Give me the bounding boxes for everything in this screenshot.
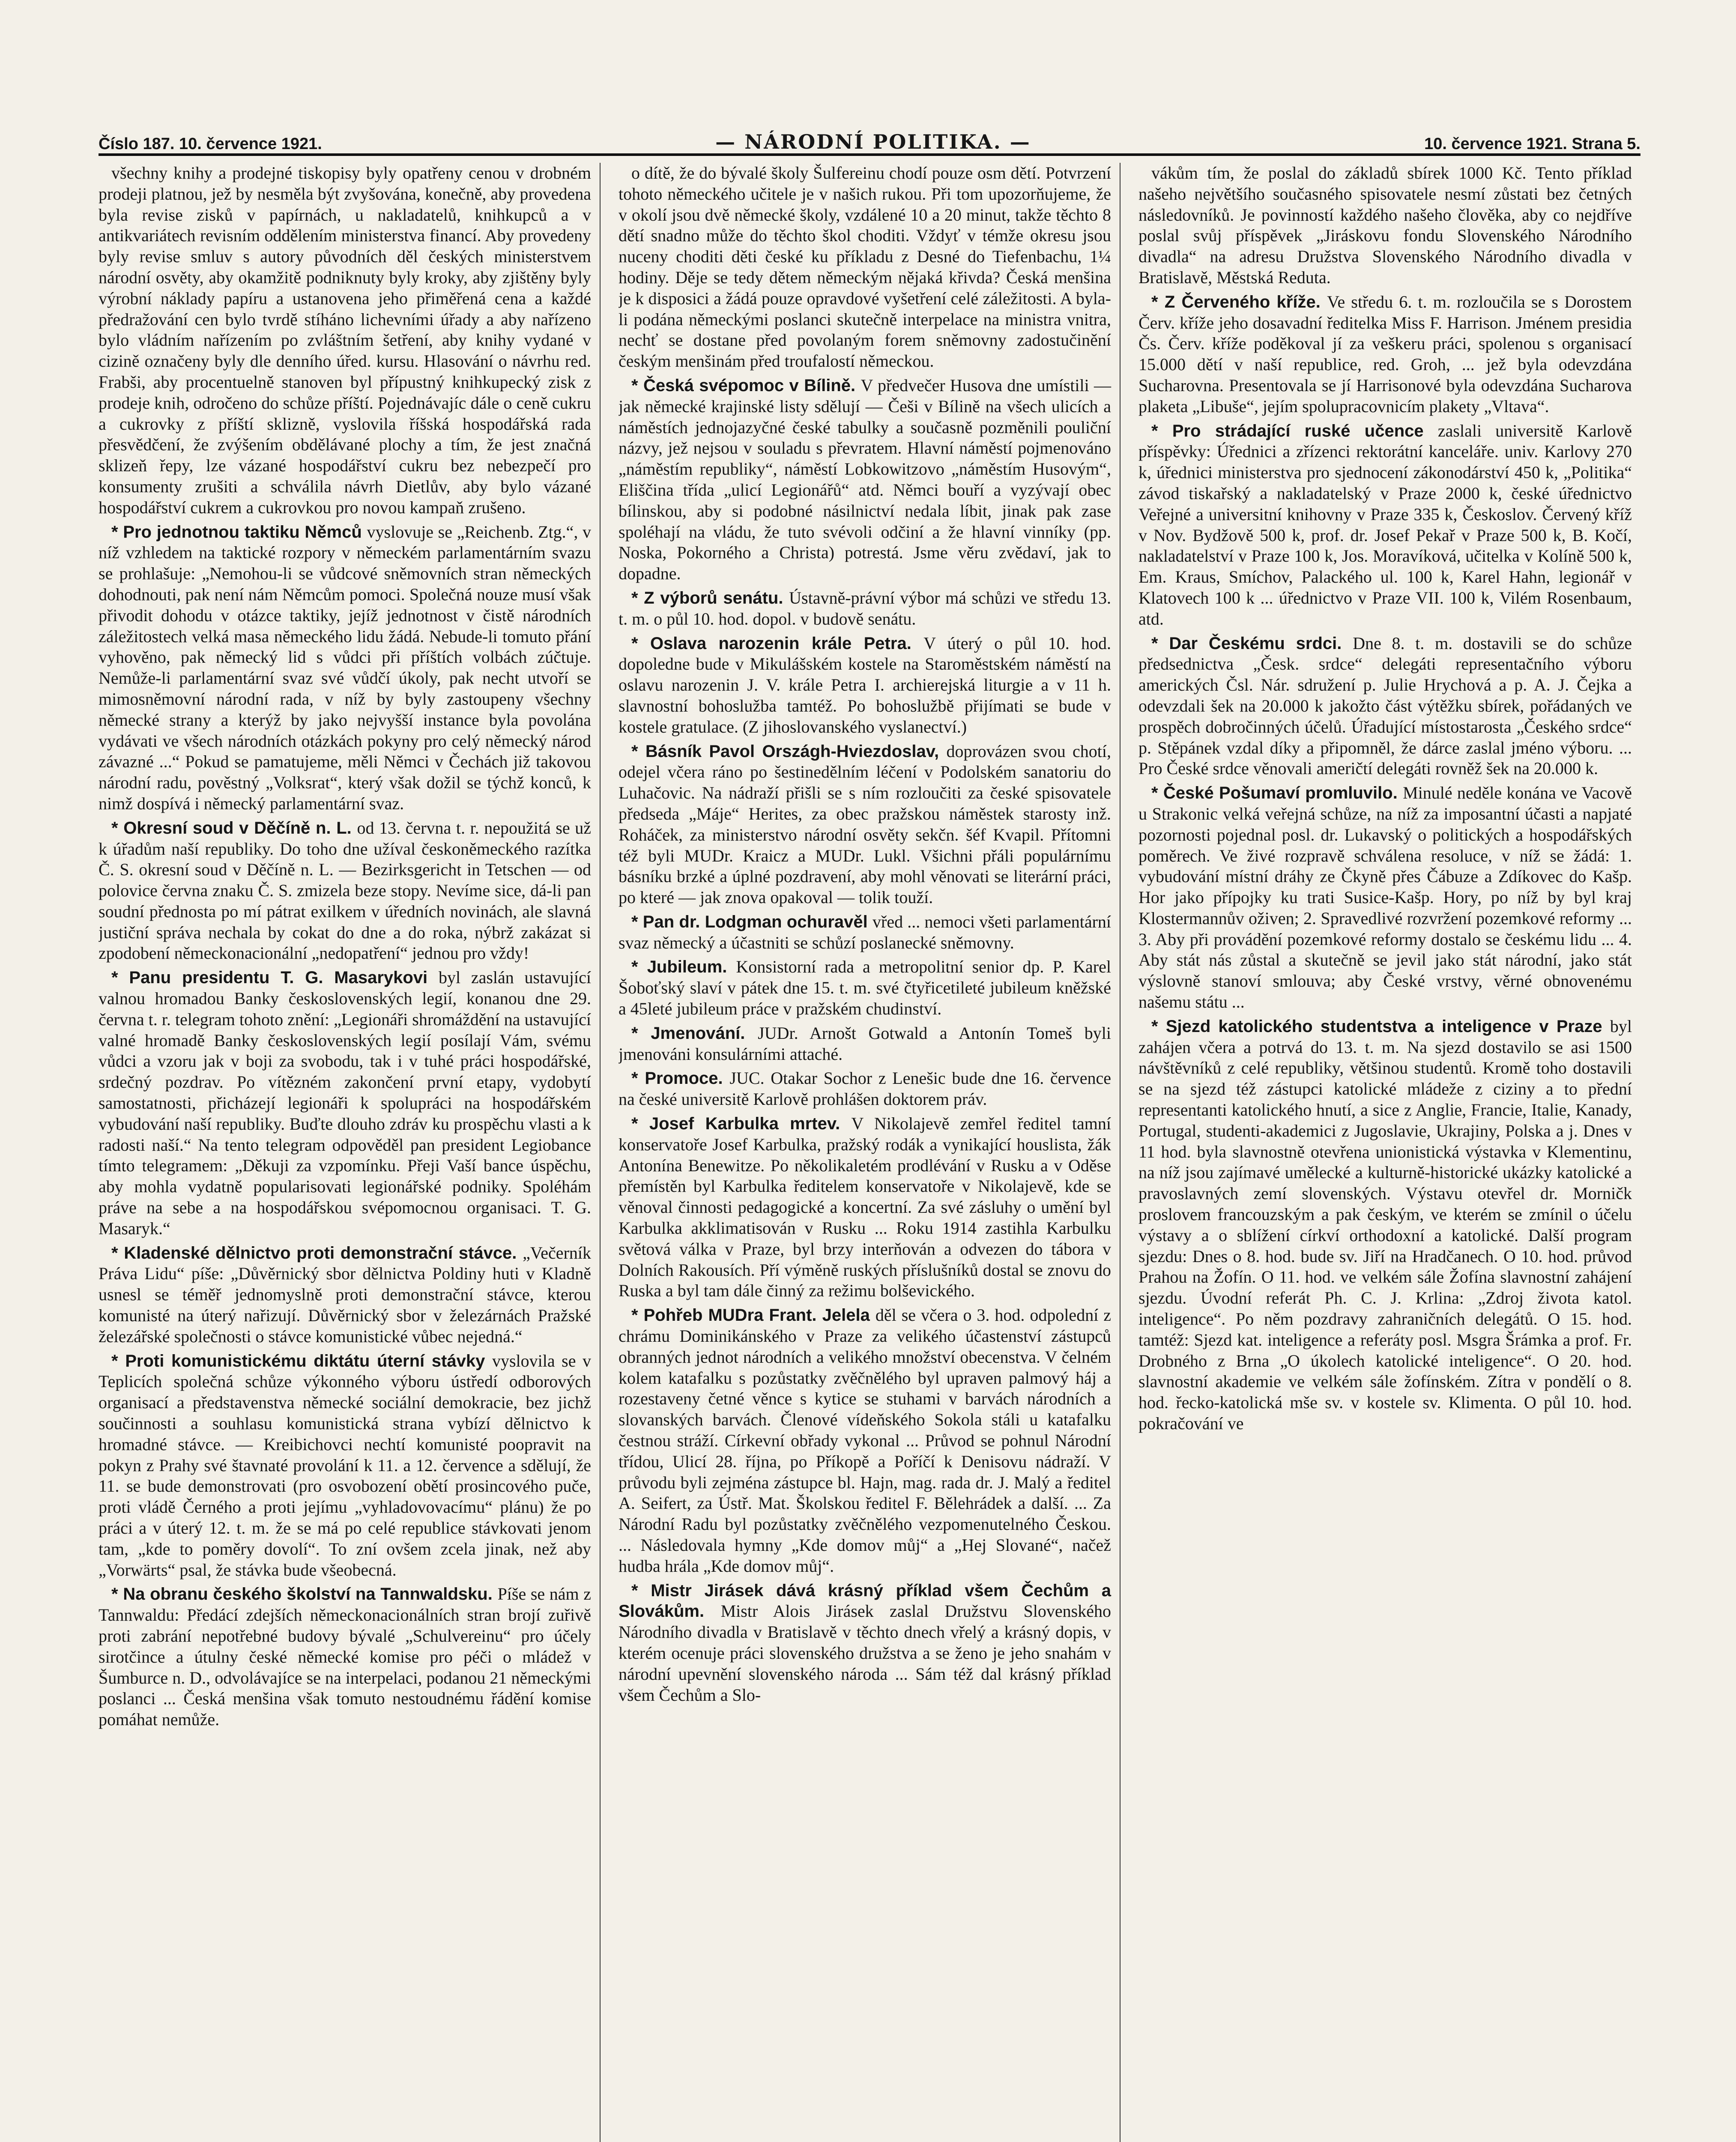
article-body: doprovázen svou chotí, odejel včera ráno po šestinedělním léčení v Podolském sanatoriu do Luhačovic. Na nádraží přišli se s ním rozloučiti za české spisovatele předseda „Máje“ Herites, za obec pražskou náměstek starosty inž. Roháček, za ministerstvo národní osvěty sekčn. šéf Kvapil. Přítomni též byli MUDr. Kraicz a MUDr. Lukl. Všichni přáli populárnímu básníku brzké a úplné pozdravení, aby mohl věnovati se literární práci, po které — jak znova opakoval — tolik touží.: [619, 741, 1111, 907]
article-heading: * Mistr Jirásek dává krásný příklad všem Čechům a Slovákům.: [619, 1581, 1111, 1621]
article-paragraph: [99, 1243, 591, 1347]
article-body: od 13. června t. r. nepoužitá se už k úřadům naší republiky. Do toho dne užíval českoněmeckého razítka Č. S. okresní soud v Děčíně n. L. — Bezirksgericht in Tetschen — od polovice června znaku Č. S. zmizela beze stopy. Nevíme sice, dá-li pan soudní přednosta po mí pátrat exilkem v úředních novinách, ale slavná justiční správa nechala by cokat do dne a do roka, nýbrž zakázat si zpodobení německonacionální „nedopatření“ jednou pro vždy!: [99, 818, 591, 963]
article-body: Ústavně-právní výbor má schůzi ve středu 13. t. m. o půl 10. hod. dopol. v budově senátu.: [619, 588, 1111, 628]
article-heading: * Sjezd katolického studentstva a inteligence v Praze: [1151, 1017, 1610, 1036]
article-paragraph: [619, 1113, 1111, 1301]
article-paragraph: [619, 163, 1111, 372]
article-body: děl se včera o 3. hod. odpolední z chrámu Dominikánského v Praze za velikého účastenství zástupců obranných jednot národních a velikého množství obecenstva. V čelném kolem katafalku s pozůstatky zvěčnělého byl upraven palmový háj a rozestaveny četné věnce s kytice se stuhami v barvách národních a slovanských barvách. Členové vídeňského Sokola stáli u katafalku čestnou stráží. Církevní obřady vykonal ... Průvod se pohnul Národní třídou, Ulicí 28. října, po Příkopě a Poříčí k Denisovu nádraží. V průvodu byli zejména zástupce bl. Hajn, mag. rada dr. J. Malý a ředitel A. Seifert, za Ústř. Mat. Školskou ředitel F. Bělehrádek a další. ... Za Národní Radu byl pozůstatky zvěčnělého vezpomenutelného Českou. ... Následovala hymny „Kde domov můj“ a „Hej Slované“, načež hudba hrála „Kde domov můj“.: [619, 1305, 1112, 1576]
article-paragraph: [619, 1023, 1111, 1065]
article-paragraph: [99, 1351, 591, 1581]
article-body: vřed ... nemoci všeti parlamentární svaz německý a účastniti se schůzí poslanecké sněmovny.: [619, 912, 1112, 952]
article-heading: * Josef Karbulka mrtev.: [631, 1114, 852, 1134]
article-heading: * Dar Českému srdci.: [1151, 634, 1353, 653]
article-heading: * Kladenské dělnictvo proti demonstrační stávce.: [111, 1243, 523, 1262]
article-body: V úterý o půl 10. hod. dopoledne bude v Mikulášském kostele na Staroměstském náměstí na oslavu narozenin J. V. krále Petra I. archierejská liturgie a v 11 h. slavnostní bohoslužba tamtéž. Po bohoslužbě přijímati se bude v kostele gratulace. (Z jihoslovanského vyslanectví.): [619, 633, 1111, 736]
article-paragraph: [1138, 1016, 1632, 1434]
article-body: o dítě, že do bývalé školy Šulfereinu chodí pouze osm dětí. Potvrzení tohoto německého učitele je v našich rukou. Při tom upozorňujeme, že v okolí jsou dvě německé školy, vzdálené 10 a 20 minut, takže těchto 8 dětí snadno může do těchto škol choditi. Vždyť v témže okresu jsou nuceny choditi děti české ku příkladu z Desné do Tiefenbachu, 1¼ hodiny. Děje se tedy dětem německým nějaká křivda? Česká menšina je k disposici a žádá pouze opravdové vyšetření celé záležitosti. A byla-li podána německými poslanci skutečně interpelace na ministra vnitra, nechť se dostane před povolaným forem sněmovny zadostučinění českým menšinám před troufalostí německou.: [619, 163, 1111, 371]
article-heading: * Promoce.: [631, 1069, 730, 1088]
article-body: vyslovuje se „Reichenb. Ztg.“, v níž vzhledem na taktické rozpory v německém parlamentárním svazu se prohlašuje: „Nemohou-li se vůdcové sněmovních stran německých dohodnouti, pak není nám Němcům pomoci. Společná nouze musí však přivodit dohodu v otázce taktiky, jejíž jednotnost v čistě národních záležitostech velká masa německého lidu žádá. Nebude-li tomuto přání vyhověno, pak německý lid s vůdci při příštích volbách zúčtuje. Nemůže-li parlamentární svaz své vůdčí úkoly, pak necht utvoří se mimosněmovní národní rada, v níž by byly zastoupeny všechny německé strany a kterýž by jako nejvyšší instance byla povolána vydávati ve všech národních otázkách pokyny pro celý německý národ závazné ...“ Pokud se pamatujeme, měli Němci v Čechách již takovou národní radu, pověstný „Volksrat“, který však dožil se týchž konců, k nimž dospívá i německý parlamentární svaz.: [99, 522, 591, 813]
issue-info: Číslo 187. 10. července 1921.: [99, 135, 322, 153]
article-heading: * Oslava narozenin krále Petra.: [631, 634, 924, 653]
article-paragraph: [619, 912, 1111, 954]
article-body: „Večerník Práva Lidu“ píše: „Důvěrnický sbor dělnictva Poldiny huti v Kladně usnesl se téměř jednomyslně proti demonstrační stávce, kterou komunisté na úterý nařizují. Důvěrnický sbor v železárnách Pražské železářské společnosti o stávce komunistické vůbec nejedná.“: [99, 1243, 591, 1346]
article-columns: [99, 163, 1640, 2142]
article-paragraph: [1138, 292, 1632, 417]
article-body: byl zaslán ustavující valnou hromadou Banky československých legií, konanou dne 29. června t. r. telegram tohoto znění: „Legionáři shromáždění na ustavující valné hromadě Banky československých legií posílají Vám, svému vůdci a vzoru jak v boji za svobodu, tak i v tuhé práci hospodářské, srdečný pozdrav. Po vítězném zakončení první etapy, vydobytí samostatnosti, přicházejí legionáři k spolupráci na hospodářském vybudování naší republiky. Buďte dlouho zdráv ku prospěchu vlasti a k radosti naší.“ Na tento telegram odpověděl pan president Legiobance tímto telegramem: „Děkuji za vzpomínku. Přeji Vaší bance úspěchu, aby mohla vydatně popularisovati legionářské podniky. Spoléhám práve na sebe a na hospodářskou svépomocnou organisaci. T. G. Masaryk.“: [99, 968, 591, 1238]
article-body: byl zahájen včera a potrvá do 13. t. m. Na sjezd dostavilo se asi 1500 návštěvníků z celé republiky, většinou studentů. Kromě toho dostavili se na sjezd též zástupci katolické mládeže z ciziny a to přední representanti katolického hnutí, a sice z Anglie, Francie, Italie, Kanady, Portugal, studenti-akademici z Jugoslavie, Ukrajiny, Polska a j. Dnes v 11 hod. byla slavnostně otevřena unionistická výstavka v Klementinu, na níž jsou zajímavé umělecké a kulturně-historické ukázky katolické a pravoslavných zemí slovenských. Výstavu otevřel dr. Morničk proslovem francouzským a pak českým, ve kterém se zmínil o účelu výstavy a o sblížení církví orthodoxní a katolické. Další program sjezdu: Dnes o 8. hod. bude sv. Jiří na Hradčanech. O 10. hod. průvod Prahou na Žofín. O 11. hod. ve velkém sále Žofína slavnostní zahájení sjezdu. Úvodní referát Ph. C. J. Krlina: „Zdroj života katol. inteligence“. Po něm pozdravy zahraničních delegátů. O 15. hod. tamtéž: Sjezd kat. inteligence a referáty posl. Msgra Šrámka a prof. Fr. Drobného z Brna „O úkolech katolické inteligence“. O 20. hod. slavnostní akademie ve velkém sále žofínském. Zítra v pondělí o 8. hod. řecko-katolická mše sv. v kostele sv. Klimenta. O půl 10. hod. pokračování ve: [1138, 1016, 1632, 1433]
article-paragraph: [619, 1068, 1111, 1110]
article-body: Mistr Alois Jirásek zaslal Družstvu Slovenského Národního divadla v Bratislavě v těchto dnech vřelý a krásný dopis, v kterém ocenuje práci slovenského družstva a se ženo je jeho snahám v národní upevnění slovenského národa ... Sám též dal krásný příklad všem Čechům a Slo-: [619, 1601, 1111, 1705]
article-heading: * Pohřeb MUDra Frant. Jelela: [631, 1306, 875, 1325]
article-body: vákům tím, že poslal do základů sbírek 1000 Kč. Tento příklad našeho největšího současného spisovatele nesmí zůstati bez četných následovníků. Je povinností každého našeho člověka, aby co nejdříve poslal svůj příspěvek „Jiráskovu fondu Slovenského Národního divadla“ na adresu Družstva Slovenského Národního divadla v Bratislavě, Městská Reduta.: [1138, 163, 1632, 287]
masthead: — NÁRODNÍ POLITIKA. —: [715, 130, 1031, 153]
column-1: [99, 163, 601, 2142]
article-paragraph: [1138, 783, 1632, 1013]
page-info: 10. července 1921. Strana 5.: [1424, 135, 1640, 153]
article-paragraph: [99, 967, 591, 1239]
article-heading: * Okresní soud v Děčíně n. L.: [111, 818, 357, 838]
article-heading: * Pan dr. Lodgman ochuravěl: [631, 912, 873, 931]
column-2: [619, 163, 1120, 2142]
article-body: V Nikolajevě zemřel ředitel tamní konservatoře Josef Karbulka, pražský rodák a vynikající houslista, žák Antonína Benewitze. Po několikaletém prodlévání v Rusku a v Oděse přemístěn byl Karbulka ředitelem konservatoře v Nikolajevě, kde se věnoval činnosti pedagogické a koncertní. Za své zásluhy o umění byl Karbulka akklimatisován v Rusku ... Roku 1914 zastihla Karbulku světová válka v Praze, byl brzy interňován a odvezen do tábora v Dolních Rakousích. Pří výměně ruských příslušníků dostal se znovu do Ruska a byl tam dále činný za režimu bolševického.: [619, 1114, 1111, 1301]
article-heading: * Panu presidentu T. G. Masarykovi: [111, 968, 439, 987]
article-body: Dne 8. t. m. dostavili se do schůze předsednictva „Česk. srdce“ delegáti representačního výboru amerických Čsl. Nár. sdružení p. Julie Hrychová a p. A. J. Čejka a odevzdali šek na 20.000 k jakožto část výtěžku sbírek, pořádaných ve prospěch dobročinných účelů. Úřadující místostarosta „Českého srdce“ p. Stěpánek vzdal díky a připomněl, že dárce zaslal jméno výboru. ... Pro České srdce věnovali američtí delegáti rovněž šek na 20.000 k.: [1138, 633, 1632, 778]
article-body: všechny knihy a prodejné tiskopisy byly opatřeny cenou v drobném prodeji platnou, jež by nesměla být zvyšována, konečně, aby provedena byla revise zisků v papírnách, u nakladatelů, knihkupců a v antikvariátech revisním oddělením ministerstva financí. Aby provedeny byly revise smluv s autory původních děl českých ministerstvem národní osvěty, aby okamžitě podniknuty byly kroky, aby zjištěny byly výrobní náklady papíru a ustanovena jeho přiměřená cena a každé předražování cen bylo tvrdě stíháno lichevními úřady a aby nařízeno bylo vládním nařízením po zvláštním šetření, aby knihy vydané v cizině označeny byly dle denního úřed. kursu. Hlasování o návrhu red. Frabši, aby procentuelně stanoven byl přípustný knihkupecký zisk z prodeje knih, odročeno do schůze příští. Pojednávajíc dále o ceně cukru a cukrovky z příští sklizně, vyslovila říšská hospodářská rada přesvědčení, že zvýšením obdělávané plochy a tím, že jest značná sklizeň řepy, lze vázané hospodářství cukru bez nebezpečí pro konsumenty zrušiti a schválila návrh Dietlův, aby bylo vázané hospodářství cukrem a cukrovkou pro novou kampaň zrušeno.: [99, 163, 591, 517]
article-body: Píše se nám z Tannwaldu: Předácí zdejších německonacionálních stran brojí zuřivě proti zabrání nepotřebné budovy bývalé „Schulvereinu“ pro účely sirotčince a útulny české německé komise pro péči o mládež v Šumburce n. D., odvolávajíce se na interpelaci, podanou 21 německými poslanci ... Česká menšina však tomuto nestoudnému řádění komise pomáhat nemůže.: [99, 1584, 592, 1729]
article-heading: * Z Červeného kříže.: [1151, 292, 1327, 311]
article-paragraph: [1138, 163, 1632, 288]
article-paragraph: [619, 741, 1111, 908]
article-paragraph: [619, 957, 1111, 1019]
article-paragraph: [99, 818, 591, 964]
article-body: V předvečer Husova dne umístili — jak německé krajinské listy sdělují — Češi v Bílině na všech ulicích a náměstích jednojazyčné české tabulky a současně pozměnili pouliční názvy, jež nejsou v souladu s převratem. Hlavní náměstí pojmenováno „náměstím republiky“, náměstí Lobkowitzovo „náměstím Husovým“, Eliščina třída „ulicí Legionářů“ atd. Němci bouří a vyzývají obec bílinskou, aby si podobné násilnictví nedala líbit, jinak pak zase spoléhají na vládu, že tuto svévoli odčiní a že hlavní vinníky (pp. Noska, Pokorného a Christa) potrestá. Jsme věru zvědaví, jak to dopadne.: [619, 375, 1111, 583]
article-heading: * Česká svépomoc v Bílině.: [631, 376, 861, 395]
article-heading: * Na obranu českého školství na Tannwaldsku.: [111, 1585, 498, 1604]
article-body: zaslali universitě Karlově příspěvky: Úřednici a zřízenci rektorátní kanceláře. univ. Karlovy 270 k, úřednici ministerstva pro sjednocení zákonodárství 450 k, „Politika“ závod tiskařský a nakladatelský v Praze 2000 k, české úřednictvo Veřejné a universitní knihovny v Praze 335 k, Českoslov. Červený kříž v Nov. Bydžově 500 k, prof. dr. Josef Pekař v Praze 500 k, B. Kočí, nakladatelství v Praze 100 k, Jos. Moravíková, učitelka v Kolíně 500 k, Em. Kraus, Smíchov, Palackého ul. 100 k, Karel Hahn, legionář v Klatovech 100 k ... úřednictvo v Praze VII. 100 k, Vilém Rosenbaum, atd.: [1138, 421, 1632, 628]
article-heading: * Pro strádající ruské učence: [1151, 421, 1438, 440]
article-heading: * Pro jednotnou taktiku Němců: [111, 522, 367, 541]
article-paragraph: [619, 1580, 1111, 1706]
article-paragraph: [99, 163, 591, 518]
article-paragraph: [619, 588, 1111, 630]
article-heading: * Jubileum.: [631, 957, 736, 977]
article-heading: * Proti komunistickému diktátu úterní stávky: [111, 1351, 492, 1370]
article-body: JUC. Otakar Sochor z Lenešic bude dne 16. července na české universitě Karlově prohlášen doktorem práv.: [619, 1068, 1112, 1109]
article-paragraph: [99, 1584, 591, 1730]
article-heading: * České Pošumaví promluvilo.: [1151, 784, 1403, 803]
article-paragraph: [619, 375, 1111, 584]
article-paragraph: [619, 1305, 1111, 1577]
article-paragraph: [1138, 633, 1632, 780]
column-3: [1138, 163, 1640, 2142]
article-heading: * Básník Pavol Országh-Hviezdoslav,: [631, 742, 947, 761]
article-paragraph: [99, 522, 591, 814]
article-body: Ve středu 6. t. m. rozloučila se s Dorostem Červ. kříže jeho dosavadní ředitelka Miss F. Harrison. Jménem presidia Čs. Červ. kříže poděkoval jí za veškeru práci, spolenou s organisací 15.000 dětí v naší republice, red. Groh, ... jež byla odevzdána Sucharovna. Presentovala se jí Harrisonové byla odevzdána Sucharova plaketa „Libuše“, jejím spolupracovnicím plakety „Vltava“.: [1138, 292, 1632, 416]
article-body: Konsistorní rada a metropolitní senior dp. P. Karel Šoboťský slaví v pátek dne 15. t. m. své čtyřicetileté jubileum kněžské a 45leté jubileum práce v pražském chudinství.: [619, 957, 1111, 1019]
page-header: [99, 123, 1640, 156]
article-body: JUDr. Arnošt Gotwald a Antonín Tomeš byli jmenováni konsulárními attaché.: [619, 1023, 1111, 1064]
article-body: Minulé neděle konána ve Vacově u Strakonic velká veřejná schůze, na níž za imposantní účasti a napjaté pozornosti pojednal posl. dr. Lukavský o politických a hospodářských poměrech. Ve živé rozpravě schválena resoluce, v níž se žádá: 1. vybudování místní dráhy ze Čkyně přes Čábuze a Zdíkovec do Kašp. Hor jako přípojky ku trati Susice-Kašp. Hory, po níž by byl kraj Klostermannův oživen; 2. Spravedlivé rozvržení pozemkové reformy ... 3. Aby při provádění pozemkové reformy dostalo se českému lidu ... 4. Aby stát nás zůstal a skutečně se jevil jako stát národní, jako stát výslovně stanoví smlouva; aby České vrstvy, věrné obnovenému našemu státu ...: [1138, 783, 1632, 1012]
article-paragraph: [1138, 421, 1632, 630]
article-body: vyslovila se v Teplicích společná schůze výkonného výboru ústředí odborových organisací a představenstva německé sociální demokracie, bez jichž součinnosti a souhlasu komunistická strana vybízí dělnictvo k hromadné stávce. — Kreibichovci nechtí komunisté poopravit na pokyn z Prahy své štavnaté provolání k 11. a 12. července a sdělují, že 11. se bude demonstrovati (pro osvobození obětí prosincového puče, proti vládě Černého a proti jejímu „vyhladovovacímu“ plánu) že po práci a v úterý 12. t. m. že se má po celé republice stávkovati jenom tam, „kde to poměry dovolí“. To zní ovšem zcela jinak, než aby „Vorwärts“ psal, že stávka bude všeobecná.: [99, 1351, 592, 1580]
article-paragraph: [619, 633, 1111, 738]
article-heading: * Jmenování.: [631, 1023, 758, 1043]
article-heading: * Z výborů senátu.: [631, 588, 789, 607]
